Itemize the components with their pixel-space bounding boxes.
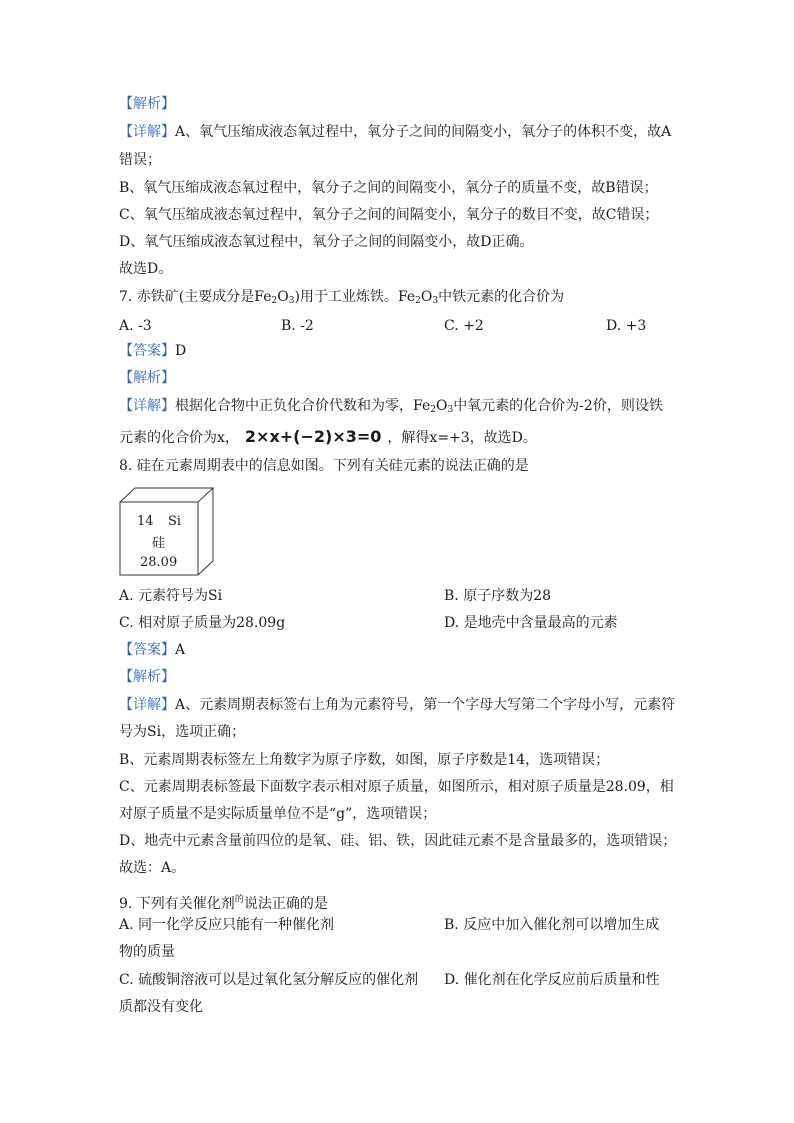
q8-detail-c1: C、元素周期表标签最下面数字表示相对原子质量，如图所示，相对原子质量是28.09，相 [119,779,674,795]
q8-detail-c2: 对原子质量不是实际质量单位不是“g”，选项错误； [119,806,437,822]
q9-option-d-line2: 质都没有变化 [119,999,203,1015]
q8-option-a: A. 元素符号为Si [119,588,223,604]
q7-answer: 【答案】D [119,343,187,359]
q7-option-a: A. -3 [119,318,152,334]
q6-line-c: C、氧气压缩成液态氧过程中，氧分子之间的间隔变小，氧分子的数目不变，故C错误； [119,207,659,223]
formula-fe2o3: $Fe_2O_3$ [413,398,454,415]
q9-option-b-line1: B. 反应中加入催化剂可以增加生成 [444,917,660,933]
q8-detail-b: B、元素周期表标签左上角数字为原子序数，如图，原子序数是14，选项错误； [119,752,610,768]
q8-detail-a2: 号为Si，选项正确； [119,724,246,740]
q7-detail-line2: 元素的化合价为x， 2×x+(−2)×3=0 ，解得x=+3，故选D。 [119,427,537,446]
formula-fe2o3: $Fe_2O_3$ [254,289,295,306]
q6-detail-line2: 错误； [119,152,161,168]
q6-conclusion: 故选D。 [119,261,173,277]
q8-option-d: D. 是地壳中含量最高的元素 [444,615,618,631]
atomic-number: 14 [137,514,154,529]
element-symbol: Si [168,514,182,529]
q7-option-b: B. -2 [281,318,314,334]
q9-option-c: C. 硫酸铜溶液可以是过氧化氢分解反应的催化剂 [119,972,419,988]
q8-detail-a1: 【详解】A、元素周期表标签右上角为元素符号，第一个字母大写第二个字母小写，元素符 [119,697,676,713]
q8-conclusion: 故选：A。 [119,860,186,876]
element-name: 硅 [152,536,166,551]
q8-detail-d: D、地壳中元素含量前四位的是氧、硅、铝、铁，因此硅元素不是含量最多的，选项错误； [119,833,677,849]
q9-option-b-line2: 物的质量 [119,944,175,960]
q8-option-b: B. 原子序数为28 [444,588,552,604]
q9-option-a: A. 同一化学反应只能有一种催化剂 [119,917,335,933]
q8-analysis-tag: 【解析】 [119,669,175,685]
q9-stem: 9. 下列有关催化剂$^的$说法正确的是 [119,895,328,912]
q7-option-c: C. +2 [444,318,484,334]
q6-line-b: B、氧气压缩成液态氧过程中，氧分子之间的间隔变小，氧分子的质量不变，故B错误； [119,180,658,196]
q8-option-c: C. 相对原子质量为28.09g [119,615,286,631]
q8-stem: 8. 硅在元素周期表中的信息如图。下列有关硅元素的说法正确的是 [119,458,529,474]
q7-detail-line1: 【详解】根据化合物中正负化合价代数和为零，$Fe_2O_3$中氧元素的化合价为-2价，则设铁 [119,398,663,415]
periodic-table-cell-figure [119,487,214,577]
q7-stem: 7. 赤铁矿(主要成分是$Fe_2O_3$)用于工业炼铁。$Fe_2O_3$中铁元素的化合价为 [119,289,565,306]
formula-fe2o3: $Fe_2O_3$ [397,289,439,306]
q6-line-d: D、氧气压缩成液态氧过程中，氧分子之间的间隔变小，故D正确。 [119,234,534,250]
q6-detail-line1: 【详解】A、氧气压缩成液态氧过程中，氧分子之间的间隔变小，氧分子的体积不变，故A [119,124,672,140]
analysis-tag: 【解析】 [119,96,175,112]
q8-answer: 【答案】A [119,642,186,658]
q9-option-d-line1: D. 催化剂在化学反应前后质量和性 [444,972,660,988]
q7-option-d: D. +3 [606,318,647,334]
atomic-mass: 28.09 [140,555,178,570]
equation: 2×x+(−2)×3=0 [244,427,382,446]
q7-analysis-tag: 【解析】 [119,370,175,386]
